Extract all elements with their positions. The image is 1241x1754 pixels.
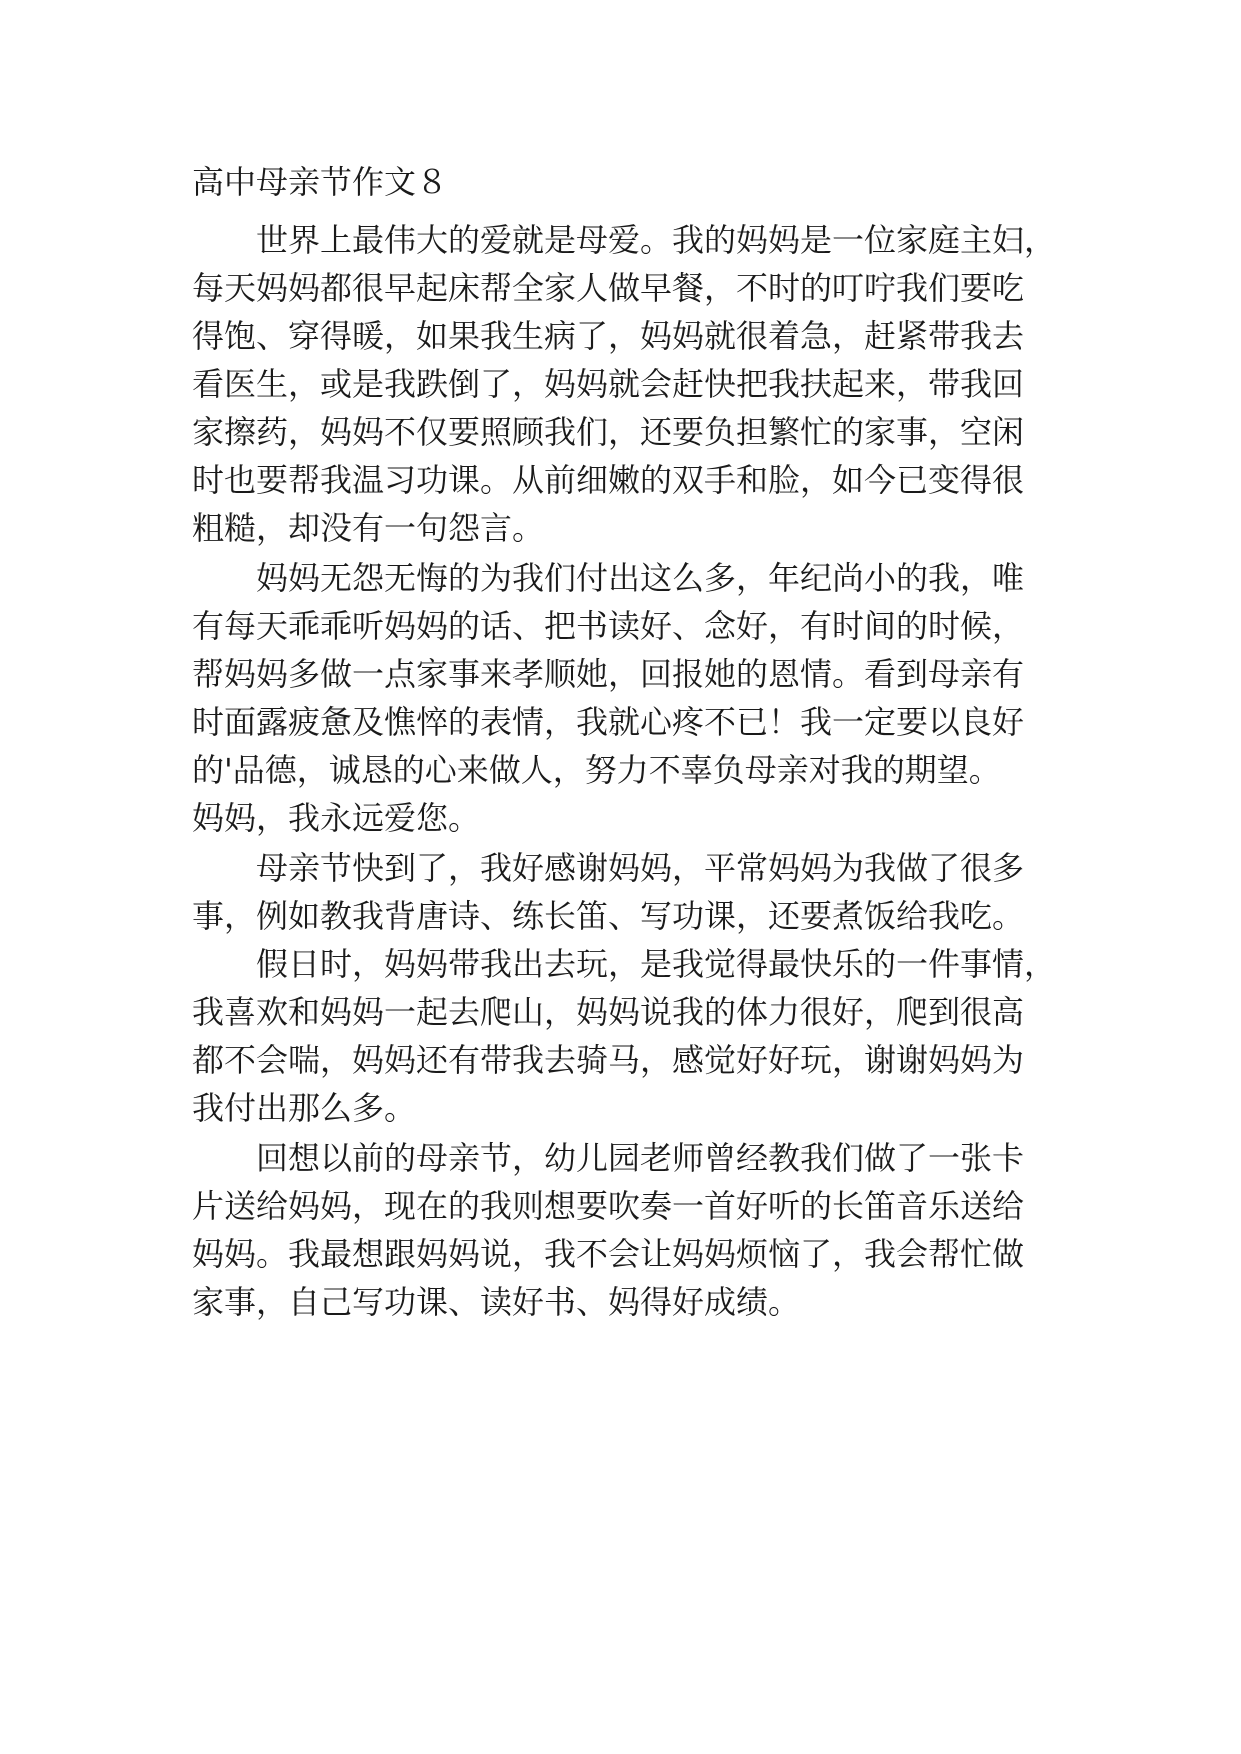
text-line: 家事，自己写功课、读好书、妈得好成绩。 bbox=[192, 1283, 801, 1321]
text-line: 我喜欢和妈妈一起去爬山，妈妈说我的体力很好，爬到很高 bbox=[192, 993, 1025, 1031]
text-line: 我付出那么多。 bbox=[192, 1089, 417, 1127]
text-line: 片送给妈妈，现在的我则想要吹奏一首好听的长笛音乐送给 bbox=[192, 1187, 1025, 1225]
text-line: 家擦药，妈妈不仅要照顾我们，还要负担繁忙的家事，空闲 bbox=[192, 413, 1025, 451]
text-line: 假日时，妈妈带我出去玩，是我觉得最快乐的一件事情， bbox=[256, 945, 1057, 983]
text-line: 粗糙，却没有一句怨言。 bbox=[192, 509, 545, 547]
text-line: 妈妈。我最想跟妈妈说，我不会让妈妈烦恼了，我会帮忙做 bbox=[192, 1235, 1025, 1273]
text-line: 看医生，或是我跌倒了，妈妈就会赶快把我扶起来，带我回 bbox=[192, 365, 1025, 403]
text-line: 帮妈妈多做一点家事来孝顺她，回报她的恩情。看到母亲有 bbox=[192, 655, 1025, 693]
text-line: 时面露疲惫及憔悴的表情，我就心疼不已！我一定要以良好 bbox=[192, 703, 1025, 741]
text-line: 妈妈无怨无悔的为我们付出这么多，年纪尚小的我，唯 bbox=[256, 559, 1025, 597]
text-line: 有每天乖乖听妈妈的话、把书读好、念好，有时间的时候， bbox=[192, 607, 1025, 645]
text-line: 回想以前的母亲节，幼儿园老师曾经教我们做了一张卡 bbox=[256, 1139, 1025, 1177]
text-line: 世界上最伟大的爱就是母爱。我的妈妈是一位家庭主妇， bbox=[256, 221, 1057, 259]
text-line: 的'品德，诚恳的心来做人，努力不辜负母亲对我的期望。 bbox=[192, 751, 1001, 789]
document-title: 高中母亲节作文８ bbox=[192, 163, 449, 201]
text-line: 每天妈妈都很早起床帮全家人做早餐，不时的叮咛我们要吃 bbox=[192, 269, 1025, 307]
text-line: 时也要帮我温习功课。从前细嫩的双手和脸，如今已变得很 bbox=[192, 461, 1025, 499]
text-line: 妈妈，我永远爱您。 bbox=[192, 799, 481, 837]
text-line: 事，例如教我背唐诗、练长笛、写功课，还要煮饭给我吃。 bbox=[192, 897, 1025, 935]
text-line: 都不会喘，妈妈还有带我去骑马，感觉好好玩，谢谢妈妈为 bbox=[192, 1041, 1025, 1079]
text-line: 母亲节快到了，我好感谢妈妈，平常妈妈为我做了很多 bbox=[256, 849, 1025, 887]
text-line: 得饱、穿得暖，如果我生病了，妈妈就很着急，赶紧带我去 bbox=[192, 317, 1025, 355]
